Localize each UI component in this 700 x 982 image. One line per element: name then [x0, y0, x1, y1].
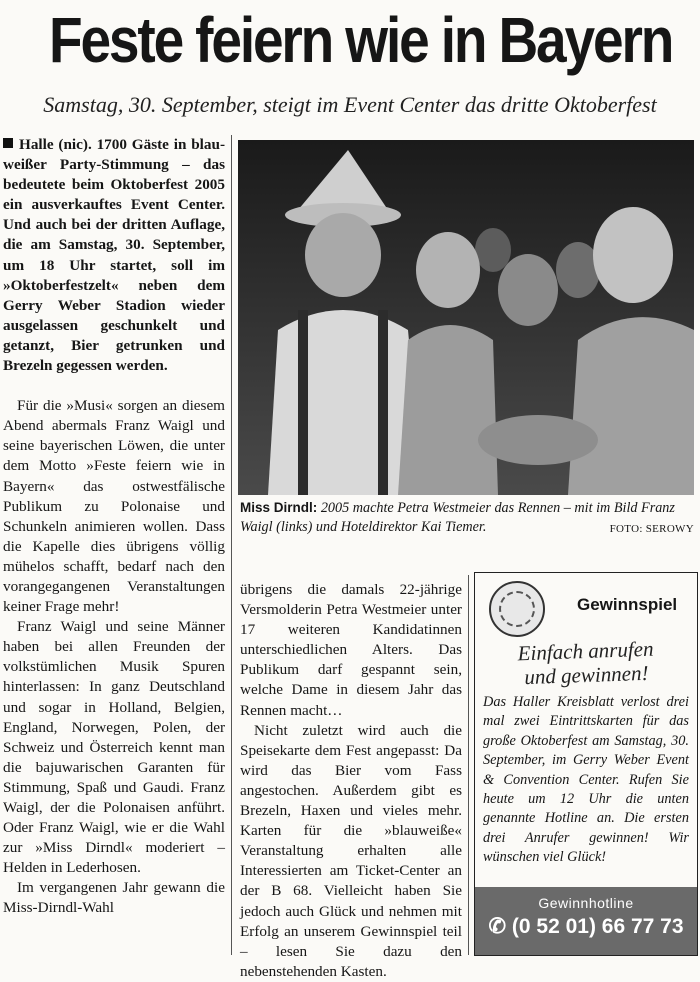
lead-paragraph: Halle (nic). 1700 Gäste in blau-weißer Party-Stimmung – das bedeutete beim Oktoberfest 2005 ein ausverkauftes Event Center. Und auch bei der dritten Auflage, die am Samstag, 30. September, um 18 Uhr startet, soll im »Oktoberfestzelt« neben dem Gerry Weber Stadion wieder ausgelassen geschunkelt und getanzt, Bier getrunken und Brezeln gegessen werden.	[3, 136, 225, 375]
photo-credit: FOTO: SEROWY	[609, 523, 694, 535]
paragraph: übrigens die damals 22-jährige Versmolderin Petra Westmeier unter 17 weiteren Kandidatinnen unterschiedlichen Alters. Das Publikum darf gespannt sein, welche Dame in diesem Jahr das Rennen macht…	[240, 581, 462, 719]
event-photo	[238, 140, 694, 495]
column-divider	[231, 135, 232, 955]
contest-text: Das Haller Kreisblatt verlost drei mal zwei Eintrittskarten für das große Oktoberfest am Samstag, 30. September, im Gerry Weber Event & Convention Center. Rufen Sie heute um 12 Uhr die unten genannte Hotline an. Die ersten drei Anrufer gewinnen! Wir wünschen viel Glück!	[483, 694, 689, 866]
headline: Feste feiern wie in Bayern	[49, 4, 673, 76]
article-column-2	[240, 580, 462, 982]
contest-slogan	[482, 635, 690, 690]
slogan-line: und gewinnen!	[523, 660, 649, 690]
contest-box	[474, 572, 698, 956]
column-divider	[468, 575, 469, 955]
paragraph: Nicht zuletzt wird auch die Speisekarte dem Fest angepasst: Da wird das Bier vom Fass angestochen. Außerdem gibt es Brezeln, Haxen und vieles mehr. Karten für die »blauweiße« Veranstaltung erhalten alle Interessierten am Ticket-Center an der B 68. Vielleicht haben Sie jedoch auch Glück und nehmen mit Erfolg an unserem Gewinnspiel teil – lesen Sie dazu den nebenstehenden Kasten.	[240, 721, 462, 980]
newspaper-logo-icon	[489, 581, 545, 637]
photo-caption	[240, 498, 694, 539]
caption-label: Miss Dirndl:	[240, 500, 318, 515]
paragraph: Im vergangenen Jahr gewann die Miss-Dirndl-Wahl	[3, 879, 225, 917]
slogan-line: Einfach anrufen	[517, 636, 654, 666]
caption-text: 2005 machte Petra Westmeier das Rennen – mit im Bild Franz Waigl (links) und Hoteldirektor Kai Tiemer.	[240, 500, 675, 535]
article-column-1	[3, 135, 225, 919]
paragraph: Für die »Musi« sorgen an diesem Abend abermals Franz Waigl und seine bayerischen Löwen, die unter dem Motto »Feste feiern wie in Bayern« das ostwestfälische Publikum zu Polonaise und Schunkeln animieren wollen. Dass die Kapelle dies übrigens völlig mühelos schafft, bedarf nach den vorangegangenen Veranstaltungen keiner Frage mehr!	[3, 397, 225, 616]
subheadline: Samstag, 30. September, steigt im Event Center das dritte Oktoberfest	[43, 92, 657, 117]
hotline-label: Gewinnhotline	[538, 895, 634, 911]
hotline-bar	[475, 887, 697, 955]
contest-title: Gewinnspiel	[577, 595, 678, 614]
contest-box-header	[483, 579, 689, 637]
hotline-number: ✆ (0 52 01) 66 77 73	[488, 915, 684, 938]
paragraph: Franz Waigl und seine Männer haben bei allen Freunden der volkstümlichen Musik Spuren hinterlassen: In ganz Deutschland und sogar in Holland, Belgien, England, Norwegen, Polen, der Schweiz und Österreich kennt man die bajuwarischen Garanten für Stimmung, Spaß und Gaudi. Franz Waigl, der die Polonaisen anführt. Oder Franz Waigl, wie er die Wahl zur »Miss Dirndl« moderiert – Helden in Lederhosen.	[3, 618, 225, 877]
bullet-square-icon	[3, 138, 13, 148]
